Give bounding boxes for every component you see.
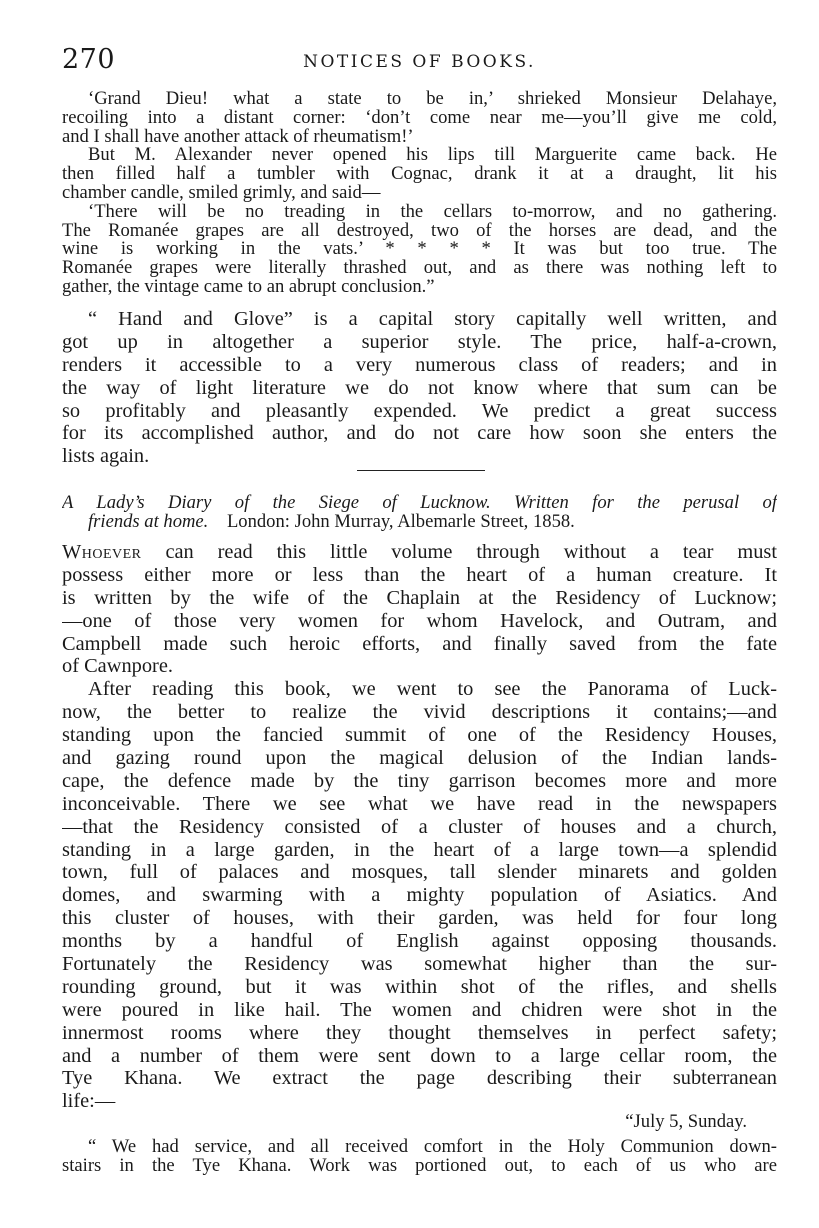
text-line: lists again. <box>62 445 150 468</box>
text-line: standing in a large garden, in the heart of a large town—a splendid <box>62 838 777 861</box>
text-line: The Romanée grapes are all destroyed, two of the horses are dead, and the <box>62 221 777 241</box>
text-line: recoiling into a distant corner: ‘don’t come near me—you’ll give me cold, <box>62 108 777 128</box>
running-title: NOTICES OF BOOKS. <box>303 52 536 72</box>
text-line: months by a handful of English against opposing thousands. <box>62 930 777 953</box>
text-line: got up in altogether a superior style. The price, half-a-crown, <box>62 330 777 353</box>
text-line <box>62 541 777 564</box>
book-subtitle: Written for the perusal of <box>514 494 777 513</box>
page-number: 270 <box>62 44 116 75</box>
page-header <box>62 44 777 74</box>
text-line: inconceivable. There we see what we have read in the newspapers <box>62 792 777 815</box>
text-line: and a number of them were sent down to a large cellar room, the <box>62 1044 777 1067</box>
text-line: then filled half a tumbler with Cognac, drank it at a draught, lit his <box>62 165 777 184</box>
text-line: After reading this book, we went to see the Panorama of Luck- <box>88 678 777 701</box>
text-line: and gazing round upon the magical delusion of the Indian lands- <box>62 747 777 770</box>
heading-line <box>62 513 777 532</box>
text-line: the way of light literature we do not know where that sum can be <box>62 376 777 399</box>
text-line: Fortunately the Residency was somewhat higher than the sur- <box>62 953 777 976</box>
text-line: “ Hand and Glove” is a capital story capitally well written, and <box>88 308 777 330</box>
text-line: But M. Alexander never opened his lips till Marguerite came back. He <box>88 146 777 166</box>
section-divider <box>357 470 485 471</box>
text-line: were poured in like hail. The women and chidren were shot in the <box>62 998 777 1021</box>
extract-quote <box>62 1113 777 1175</box>
text-line: so profitably and pleasantly expended. We predict a great success <box>62 399 777 422</box>
text-line: wine is working in the vats.’ * * * * It was but too true. The <box>62 240 777 260</box>
text-line: chamber candle, smiled grimly, and said— <box>62 183 381 203</box>
text-line: ‘Grand Dieu! what a state to be in,’ shrieked Monsieur Delahaye, <box>88 90 777 109</box>
text-line: renders it accessible to a very numerous class of readers; and in <box>62 353 777 376</box>
text-line: —that the Residency consisted of a cluster of houses and a church, <box>62 815 777 838</box>
text-line: rounding ground, but it was within shot of the rifles, and shells <box>62 975 777 998</box>
first-line-rest: can read this little volume through without a tear must <box>141 541 777 563</box>
review-hand-and-glove <box>62 308 777 468</box>
text-line: possess either more or less than the heart of a human creature. It <box>62 563 777 586</box>
text-line: stairs in the Tye Khana. Work was portioned out, to each of us who are <box>62 1156 777 1176</box>
text-line: Campbell made such heroic efforts, and finally saved from the fate <box>62 632 777 655</box>
text-line: “ We had service, and all received comfort in the Holy Communion down- <box>88 1137 777 1157</box>
text-line: Tye Khana. We extract the page describing their subterranean <box>62 1067 777 1090</box>
text-line: for its accomplished author, and do not care how soon she enters the <box>62 422 777 445</box>
text-line: innermost rooms where they thought themselves in perfect safety; <box>62 1021 777 1044</box>
text-line: of Cawnpore. <box>62 655 173 678</box>
text-line: —one of those very women for whom Havelock, and Outram, and <box>62 609 777 632</box>
heading-line <box>62 494 777 513</box>
text-line: and I shall have another attack of rheumatism!’ <box>62 127 414 147</box>
quoted-excerpt <box>62 90 777 297</box>
text-line: town, full of palaces and mosques, tall slender minarets and golden <box>62 861 777 884</box>
text-line: life:— <box>62 1090 116 1113</box>
text-line: this cluster of houses, with their garden, was held for four long <box>62 907 777 930</box>
text-line: domes, and swarming with a mighty population of Asiatics. And <box>62 884 777 907</box>
book-title: A Lady’s Diary of the Siege of Lucknow. <box>62 494 491 513</box>
text-line: ‘There will be no treading in the cellars to-morrow, and no gathering. <box>88 202 777 222</box>
text-line: gather, the vintage came to an abrupt conclusion.” <box>62 277 435 297</box>
review-lucknow-diary <box>62 541 777 1113</box>
text-line: Romanée grapes were literally thrashed out, and as there was nothing left to <box>62 259 777 278</box>
book-subtitle-cont: friends at home. <box>88 512 209 532</box>
text-line: cape, the defence made by the tiny garrison becomes more and more <box>62 769 777 792</box>
text-line: standing upon the fancied summit of one of the Residency Houses, <box>62 724 777 747</box>
dropcap-word: Whoever <box>62 541 142 563</box>
book-heading <box>62 494 777 532</box>
book-publisher: London: John Murray, Albemarle Street, 1858. <box>226 512 575 532</box>
dateline: “July 5, Sunday. <box>625 1113 747 1132</box>
text-line: is written by the wife of the Chaplain at the Residency of Lucknow; <box>62 586 777 609</box>
text-line: now, the better to realize the vivid descriptions it contains;—and <box>62 701 777 724</box>
